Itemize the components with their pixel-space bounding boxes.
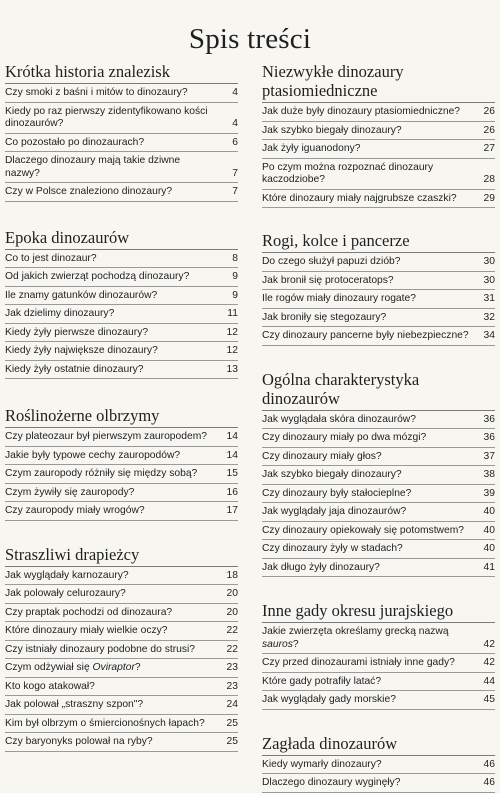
toc-entry-page-number: 34 — [483, 330, 495, 341]
toc-entry-question: Jak długo żyły dinozaury? — [262, 561, 380, 573]
toc-entry-page-number: 26 — [483, 124, 495, 136]
toc-entry[interactable] — [262, 140, 495, 159]
section-historia — [5, 62, 238, 202]
toc-entry[interactable] — [5, 678, 238, 697]
toc-entry-page-number: 9 — [232, 289, 238, 301]
toc-entry-page-number: 44 — [483, 675, 495, 687]
toc-entry-question: Czy dinozaury były stałocieplne? — [262, 487, 412, 499]
toc-entry-page-number: 20 — [226, 606, 238, 618]
toc-entry[interactable] — [262, 122, 495, 141]
toc-entry-question — [5, 662, 218, 675]
toc-entry[interactable] — [5, 659, 238, 678]
toc-entry-page-number: 24 — [226, 699, 238, 710]
toc-entry[interactable] — [5, 715, 238, 734]
toc-entry-question: Czy plateozaur był pierwszym zauropodem? — [5, 431, 208, 442]
section-title: Ogólna charakterystyka dinozaurów — [262, 370, 495, 411]
section-drapiezcy — [5, 545, 238, 752]
toc-entry-page-number: 14 — [226, 431, 238, 442]
toc-entry[interactable] — [5, 484, 238, 503]
toc-entry-question: Jakie były typowe cechy zauropodów? — [5, 449, 181, 461]
toc-entry-page-number: 31 — [483, 293, 495, 304]
toc-entry[interactable] — [5, 152, 238, 183]
toc-entry-page-number: 30 — [483, 256, 495, 267]
toc-entry-question: Czy przed dinozaurami istniały inne gady? — [262, 657, 455, 668]
toc-entry-page-number: 46 — [483, 758, 495, 770]
toc-entry[interactable] — [5, 183, 238, 202]
toc-entry-page-number: 8 — [232, 252, 238, 264]
section-title: Inne gady okresu jurajskiego — [262, 601, 495, 623]
section-epoka — [5, 228, 238, 380]
toc-entry[interactable] — [5, 268, 238, 287]
toc-left-column — [5, 60, 238, 752]
toc-entry[interactable] — [262, 503, 495, 522]
toc-entry[interactable] — [262, 673, 495, 692]
toc-entry-page-number: 26 — [483, 106, 495, 117]
toc-entry-page-number: 42 — [483, 657, 495, 668]
toc-entry[interactable] — [262, 522, 495, 541]
section-title: Niezwykłe dinozaury ptasiomiedniczne — [262, 62, 495, 103]
section-roslinozerne — [5, 406, 238, 521]
toc-entry-question: Czy dinozaury miały po dwa mózgi? — [262, 432, 427, 443]
toc-entry-page-number: 15 — [226, 468, 238, 479]
toc-right-column — [262, 60, 495, 793]
toc-entry-question-italic: Oviraptor — [92, 662, 135, 673]
toc-entry-page-number: 23 — [226, 662, 238, 673]
toc-entry-question-text: ? — [134, 662, 141, 673]
toc-entry[interactable] — [5, 361, 238, 380]
toc-entry-question: Czy praptak pochodzi od dinozaura? — [5, 606, 173, 618]
toc-entry[interactable] — [262, 290, 495, 309]
toc-entry-page-number: 45 — [483, 694, 495, 705]
toc-entry-question: Ile znamy gatunków dinozaurów? — [5, 289, 158, 301]
toc-entry[interactable] — [5, 502, 238, 521]
toc-entry-page-number: 39 — [483, 487, 495, 499]
toc-entry[interactable] — [262, 327, 495, 346]
toc-entry-page-number: 25 — [226, 736, 238, 747]
toc-entry-page-number: 32 — [483, 311, 495, 323]
toc-entry-question-text: Czym odżywiał się — [5, 662, 93, 673]
toc-entry[interactable] — [5, 696, 238, 715]
toc-entry-question: Po czym można rozpoznać dinozaury kaczodziobe? — [262, 161, 434, 185]
toc-entry-question: Jak wyglądały jaja dinozaurów? — [262, 506, 407, 517]
toc-entry-question: Jak wyglądała skóra dinozaurów? — [262, 413, 416, 425]
toc-entry-page-number: 12 — [226, 326, 238, 338]
toc-entry[interactable] — [5, 134, 238, 153]
toc-entry-page-number: 36 — [483, 432, 495, 443]
toc-entry-page-number: 12 — [226, 345, 238, 356]
toc-entry-question: Kim był olbrzym o śmiercionośnych łapach? — [5, 717, 205, 729]
toc-entry[interactable] — [5, 250, 238, 269]
toc-entry-page-number: 41 — [483, 561, 495, 573]
toc-entry-page-number: 11 — [227, 308, 238, 319]
toc-entry-question: Do czego służył papuzi dziób? — [262, 256, 401, 267]
toc-entry-question: Jak żyły iguanodony? — [262, 143, 361, 154]
toc-entry[interactable] — [262, 159, 495, 190]
toc-entry-question: Czy zauropody miały wrogów? — [5, 505, 145, 516]
toc-entry-question: Kiedy żyły największe dinozaury? — [5, 345, 158, 356]
toc-entry-question: Co to jest dinozaur? — [5, 252, 97, 264]
toc-entry-page-number: 7 — [232, 186, 238, 197]
toc-entry[interactable] — [5, 622, 238, 641]
toc-entry[interactable] — [5, 342, 238, 361]
toc-entry[interactable] — [262, 103, 495, 122]
toc-entry-question: Czym zauropody różniły się między sobą? — [5, 468, 198, 479]
toc-entry-question: Czy istniały dinozaury podobne do strusi? — [5, 643, 196, 655]
toc-entry[interactable] — [262, 253, 495, 272]
toc-entry[interactable] — [262, 756, 495, 775]
toc-entry-page-number: 37 — [483, 450, 495, 462]
toc-entry[interactable] — [5, 428, 238, 447]
toc-entry-question — [262, 626, 475, 651]
toc-entry-question: Co pozostało po dinozaurach? — [5, 136, 145, 148]
section-ptasiomiednicze — [262, 62, 495, 208]
toc-entry-question-text: Jakie zwierzęta określamy grecką nazwą — [262, 626, 449, 637]
toc-entry-page-number: 38 — [483, 469, 495, 480]
section-title: Roślinożerne olbrzymy — [5, 406, 238, 428]
toc-entry-page-number: 22 — [226, 643, 238, 655]
toc-entry-question: Czy dinozaury pancerne były niebezpieczne? — [262, 330, 469, 341]
toc-entry-page-number: 22 — [226, 625, 238, 636]
toc-entry[interactable] — [5, 641, 238, 660]
toc-entry-page-number: 14 — [226, 449, 238, 461]
toc-entry-page-number: 16 — [226, 486, 238, 498]
toc-entry[interactable] — [5, 465, 238, 484]
toc-entry-page-number: 30 — [483, 274, 495, 286]
toc-entry-question: Jak szybko biegały dinozaury? — [262, 124, 402, 136]
toc-entry[interactable] — [262, 654, 495, 673]
toc-entry-question: Jak szybko biegały dinozaury? — [262, 469, 402, 480]
toc-entry-page-number: 40 — [483, 506, 495, 517]
toc-entry-page-number: 40 — [483, 543, 495, 554]
toc-entry[interactable] — [262, 623, 495, 654]
toc-entry-question: Które gady potrafiły latać? — [262, 675, 382, 687]
toc-entry[interactable] — [262, 411, 495, 430]
toc-entry-page-number: 20 — [226, 588, 238, 599]
toc-entry-page-number: 4 — [232, 118, 238, 129]
toc-entry-page-number: 23 — [226, 680, 238, 692]
toc-entry-question-text: ? — [292, 638, 299, 650]
toc-entry[interactable] — [262, 774, 495, 793]
toc-entry-question: Kto kogo atakował? — [5, 680, 95, 692]
toc-entry-question: Które dinozaury miały najgrubsze czaszki? — [262, 192, 457, 204]
toc-entry-question: Jak polowały celurozaury? — [5, 588, 126, 599]
toc-entry-question: Jak duże były dinozaury ptasiomiedniczne? — [262, 106, 461, 117]
toc-entry-page-number: 25 — [226, 717, 238, 729]
toc-entry[interactable] — [5, 447, 238, 466]
toc-entry-question: Jak wyglądały karnozaury? — [5, 569, 129, 581]
toc-entry-page-number: 36 — [483, 413, 495, 425]
toc-entry[interactable] — [262, 429, 495, 448]
toc-entry[interactable] — [5, 604, 238, 623]
toc-entry-page-number: 42 — [483, 638, 495, 650]
toc-entry-page-number: 40 — [483, 524, 495, 536]
section-title: Rogi, kolce i pancerze — [262, 231, 495, 253]
toc-entry[interactable] — [5, 567, 238, 586]
toc-entry-page-number: 4 — [232, 87, 238, 98]
section-rogi — [262, 231, 495, 346]
toc-entry-page-number: 27 — [483, 143, 495, 154]
toc-entry-question: Kiedy po raz pierwszy zidentyfikowano kości dinozaurów? — [5, 105, 208, 129]
toc-entry-question: Kiedy żyły pierwsze dinozaury? — [5, 326, 149, 338]
toc-entry[interactable] — [262, 309, 495, 328]
section-zaglada — [262, 734, 495, 793]
toc-entry-question: Czy dinozaury żyły w stadach? — [262, 543, 403, 554]
toc-entry[interactable] — [262, 485, 495, 504]
toc-entry-page-number: 13 — [226, 363, 238, 375]
toc-entry[interactable] — [262, 448, 495, 467]
toc-entry-page-number: 29 — [483, 192, 495, 204]
toc-entry-question: Jak polował „straszny szpon"? — [5, 699, 144, 710]
toc-entry-question: Jak wyglądały gady morskie? — [262, 694, 396, 705]
toc-entry-question: Kiedy wymarły dinozaury? — [262, 758, 382, 770]
toc-entry-question: Czy smoki z baśni i mitów to dinozaury? — [5, 87, 188, 98]
toc-entry[interactable] — [262, 559, 495, 578]
toc-entry-question: Dlaczego dinozaury mają takie dziwne nazwy? — [5, 155, 181, 179]
toc-entry-question: Czym żywiły się zauropody? — [5, 486, 135, 498]
toc-entry-question: Czy w Polsce znaleziono dinozaury? — [5, 186, 173, 197]
section-title: Straszliwi drapieżcy — [5, 545, 238, 567]
toc-entry-page-number: 28 — [483, 174, 495, 185]
toc-entry-question: Od jakich zwierząt pochodzą dinozaury? — [5, 271, 190, 282]
toc-entry-question-italic: sauros — [262, 638, 293, 650]
toc-entry[interactable] — [262, 466, 495, 485]
toc-entry-question: Dlaczego dinozaury wyginęły? — [262, 777, 401, 788]
toc-entry-question: Czy dinozaury miały głos? — [262, 450, 382, 462]
toc-entry-page-number: 6 — [232, 136, 238, 148]
section-title: Krótka historia znalezisk — [5, 62, 238, 84]
toc-entry-question: Jak dzielimy dinozaury? — [5, 308, 115, 319]
toc-entry-question: Jak bronił się protoceratops? — [262, 274, 394, 286]
toc-entry-question: Kiedy żyły ostatnie dinozaury? — [5, 363, 144, 375]
section-gady — [262, 601, 495, 710]
toc-entry[interactable] — [5, 287, 238, 306]
section-title: Epoka dinozaurów — [5, 228, 238, 250]
page-title: Spis treści — [188, 23, 312, 56]
toc-entry-question: Czy dinozaury opiekowały się potomstwem? — [262, 524, 465, 536]
toc-entry[interactable] — [262, 190, 495, 209]
toc-entry[interactable] — [5, 733, 238, 752]
toc-entry-page-number: 7 — [232, 167, 238, 179]
toc-entry[interactable] — [5, 324, 238, 343]
toc-entry[interactable] — [5, 585, 238, 604]
toc-entry-question: Które dinozaury miały wielkie oczy? — [5, 625, 168, 636]
toc-entry-question: Ile rogów miały dinozaury rogate? — [262, 293, 416, 304]
toc-entry-page-number: 18 — [226, 569, 238, 581]
toc-entry[interactable] — [5, 103, 238, 134]
toc-entry[interactable] — [5, 305, 238, 324]
toc-entry-question: Czy baryonyks polował na ryby? — [5, 736, 153, 747]
toc-entry[interactable] — [5, 84, 238, 103]
toc-entry[interactable] — [262, 540, 495, 559]
toc-entry-page-number: 46 — [483, 777, 495, 788]
toc-entry-page-number: 17 — [226, 505, 238, 516]
toc-entry[interactable] — [262, 272, 495, 291]
toc-entry-question: Jak broniły się stegozaury? — [262, 311, 387, 323]
toc-entry-page-number: 9 — [232, 271, 238, 282]
section-title: Zagłada dinozaurów — [262, 734, 495, 756]
section-ogolna — [262, 370, 495, 578]
